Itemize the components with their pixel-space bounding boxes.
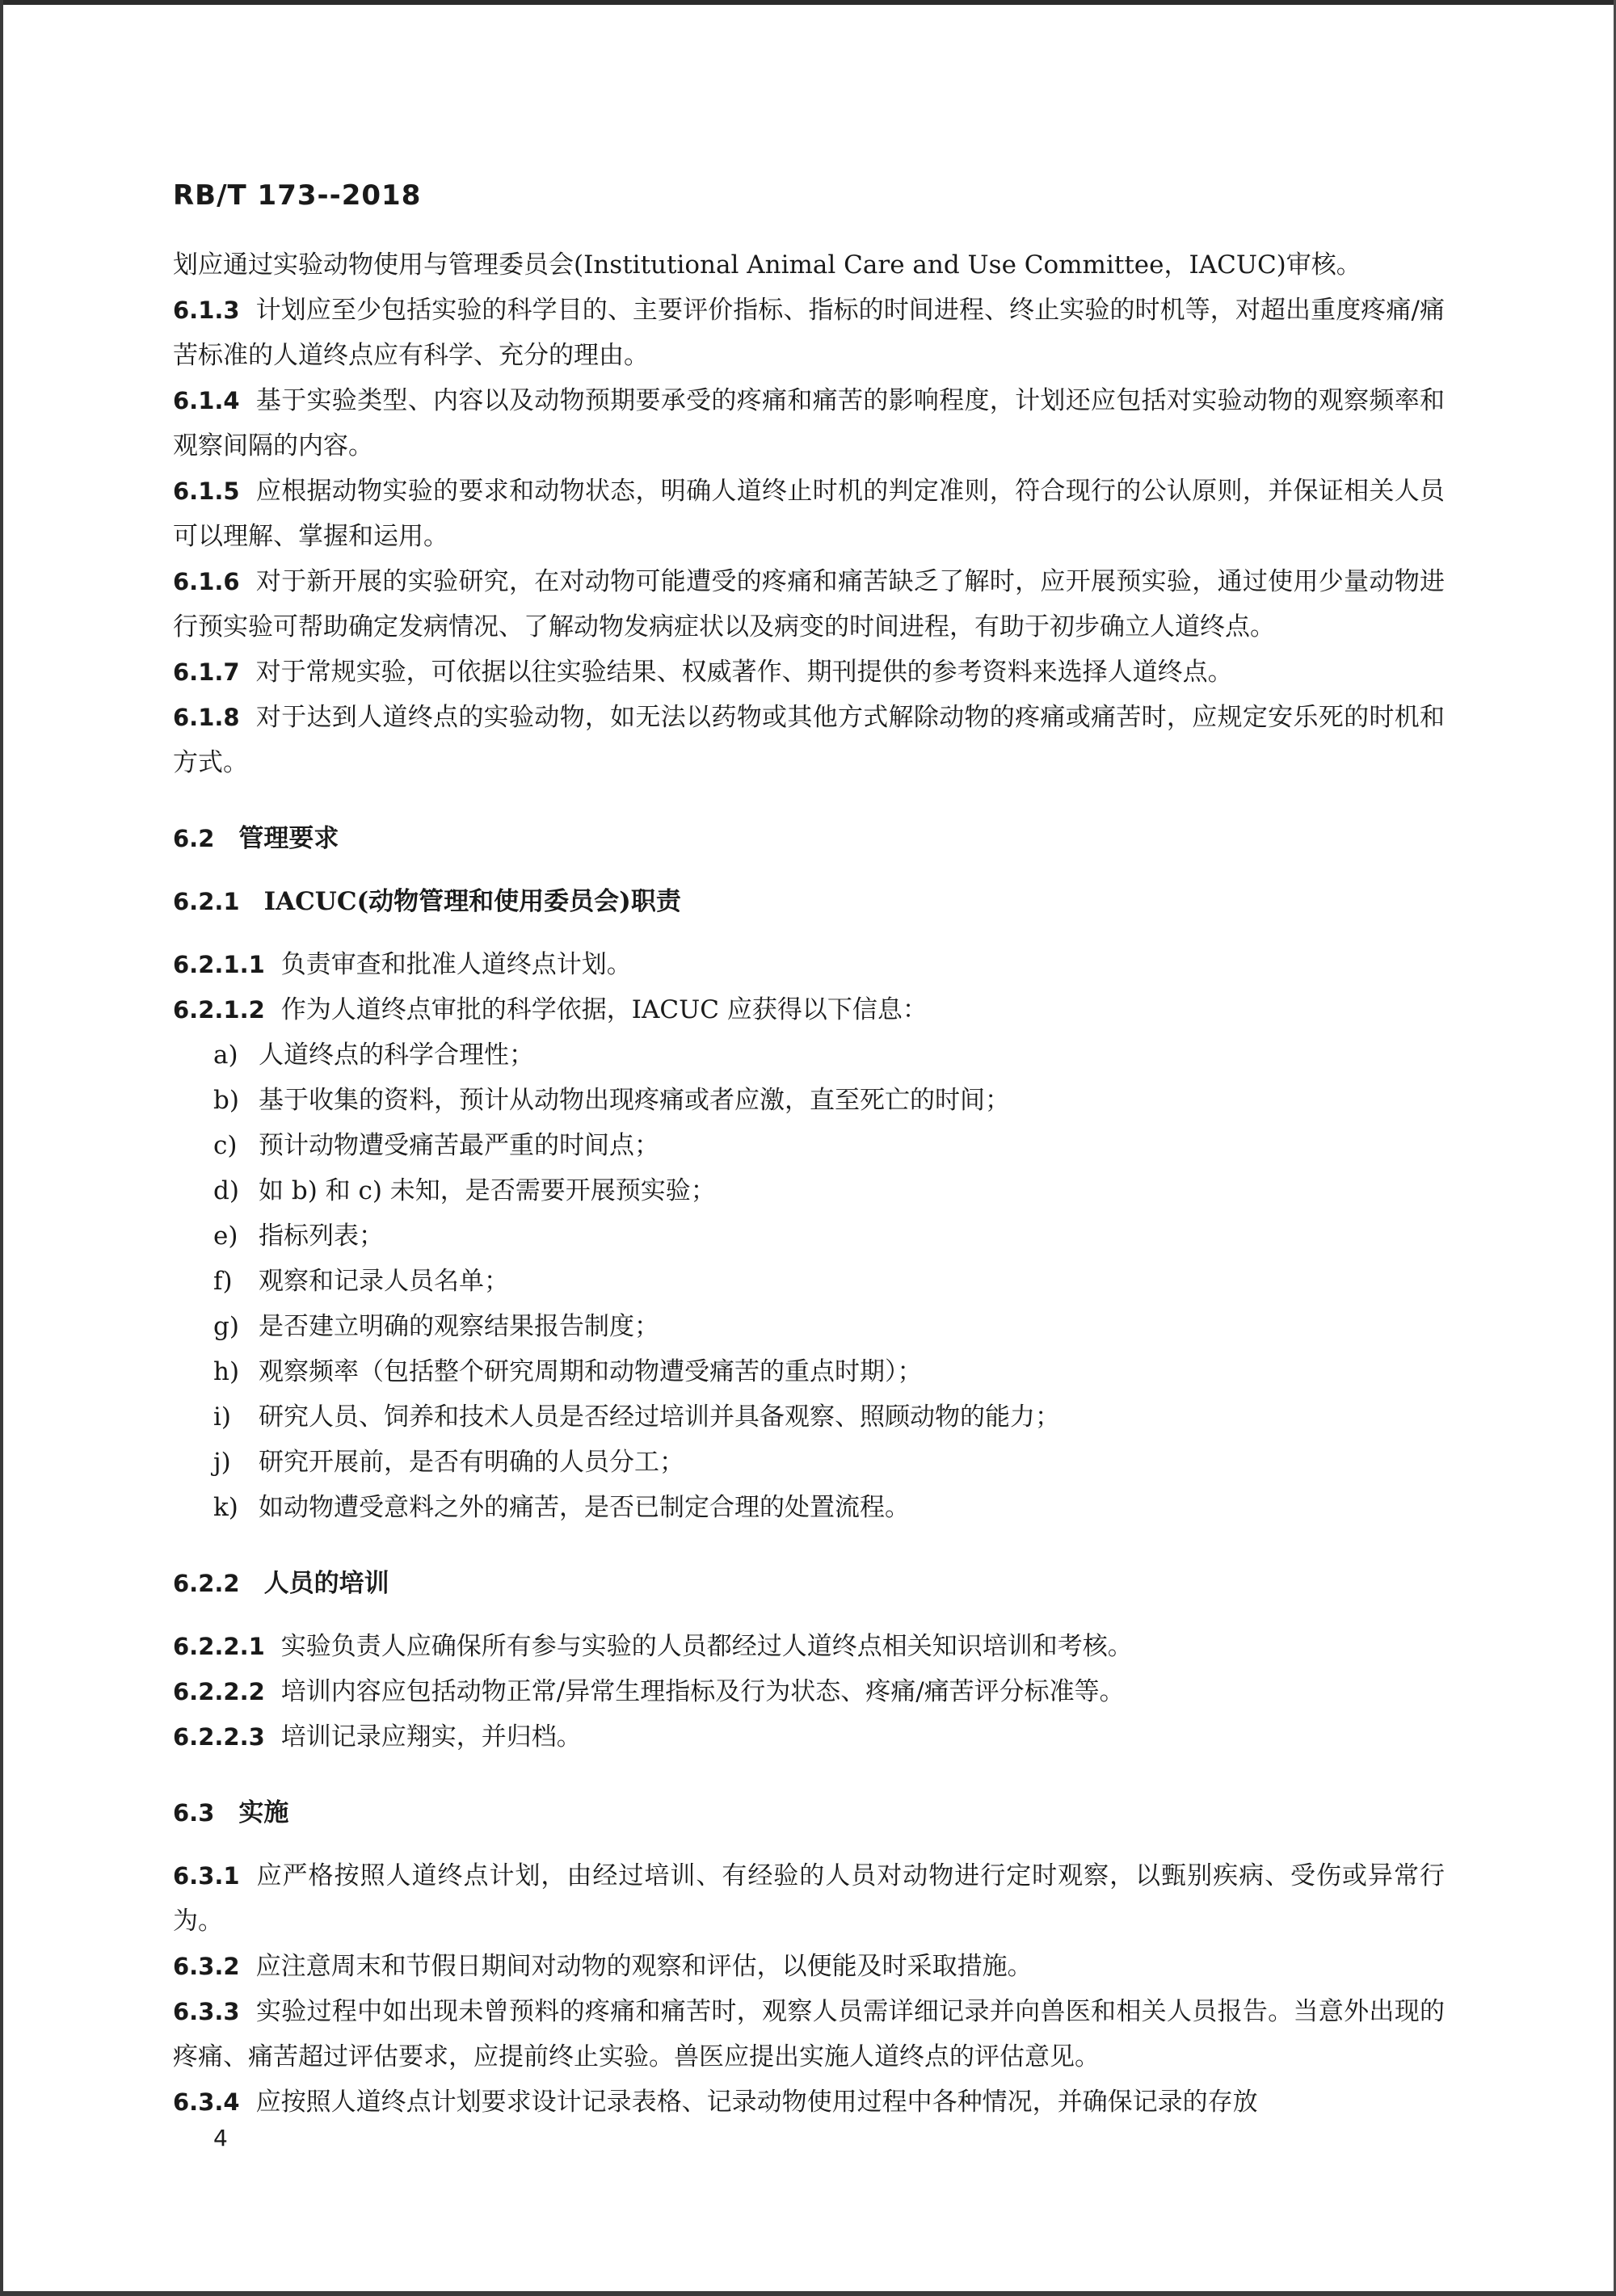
list-item (173, 1213, 1445, 1259)
list-item-text: 指标列表； (259, 1222, 384, 1251)
list-item (173, 1078, 1445, 1123)
clause-6-2-1-2 (173, 987, 1445, 1032)
clause-number: 6.1.8 (173, 704, 240, 731)
list-marker: i) (213, 1402, 232, 1432)
clause-number: 6.1.6 (173, 568, 240, 595)
clause-text: 实验负责人应确保所有参与实验的人员都经过人道终点相关知识培训和考核。 (280, 1632, 1133, 1661)
clause-number: 6.2.1.1 (173, 951, 265, 978)
list-item-text: 基于收集的资料，预计从动物出现疼痛或者应激，直至死亡的时间； (259, 1086, 1010, 1115)
list-item-text: 如动物遭受意料之外的痛苦，是否已制定合理的处置流程。 (259, 1493, 910, 1522)
clause-number: 6.3.2 (173, 1953, 240, 1980)
list-item-text: 研究人员、饲养和技术人员是否经过培训并具备观察、照顾动物的能力； (259, 1402, 1060, 1432)
list-marker: c) (213, 1131, 238, 1160)
list-item-text: 人道终点的科学合理性； (259, 1041, 534, 1070)
list-item (173, 1394, 1445, 1440)
clause-text: 应根据动物实验的要求和动物状态，明确人道终止时机的判定准则，符合现行的公认原则，并保证相关人员可以理解、掌握和运用。 (173, 477, 1445, 551)
section-number: 6.3 (173, 1799, 215, 1827)
list-item (173, 1440, 1445, 1485)
section-number: 6.2.2 (173, 1570, 240, 1597)
clause-number: 6.1.3 (173, 296, 240, 324)
section-heading-6-2 (173, 816, 1445, 861)
clause-6-2-2-3 (173, 1714, 1445, 1760)
clause-text: 作为人道终点审批的科学依据，IACUC 应获得以下信息： (280, 995, 928, 1024)
list-item-text: 观察和记录人员名单； (259, 1267, 509, 1296)
list-item (173, 1259, 1445, 1304)
list-item (173, 1168, 1445, 1213)
section-heading-6-2-1 (173, 879, 1445, 924)
section-heading-6-2-2 (173, 1561, 1445, 1606)
list-item-text: 观察频率（包括整个研究周期和动物遭受痛苦的重点时期）； (259, 1357, 923, 1386)
clause-number: 6.3.4 (173, 2088, 240, 2116)
list-marker: a) (213, 1041, 238, 1070)
clause-text: 计划应至少包括实验的科学目的、主要评价指标、指标的时间进程、终止实验的时机等，对超出重度疼痛/痛苦标准的人道终点应有科学、充分的理由。 (173, 296, 1445, 370)
list-marker: b) (213, 1086, 239, 1115)
clause-text: 培训内容应包括动物正常/异常生理指标及行为状态、疼痛/痛苦评分标准等。 (280, 1677, 1125, 1706)
clause-6-1-6 (173, 559, 1445, 650)
list-item-text: 是否建立明确的观察结果报告制度； (259, 1312, 659, 1341)
clause-6-1-4 (173, 378, 1445, 469)
clause-text: 实验过程中如出现未曾预料的疼痛和痛苦时，观察人员需详细记录并向兽医和相关人员报告。当意外出现的疼痛、痛苦超过评估要求，应提前终止实验。兽医应提出实施人道终点的评估意见。 (173, 1997, 1445, 2071)
clause-text: 对于达到人道终点的实验动物，如无法以药物或其他方式解除动物的疼痛或痛苦时，应规定安乐死的时机和方式。 (173, 703, 1445, 777)
section-number: 6.2.1 (173, 888, 240, 915)
clause-text: 培训记录应翔实，并归档。 (280, 1722, 582, 1751)
list-item-text: 预计动物遭受痛苦最严重的时间点； (259, 1131, 659, 1160)
clause-number: 6.3.3 (173, 1998, 240, 2025)
clause-6-2-1-1 (173, 942, 1445, 987)
clause-text: 应严格按照人道终点计划，由经过培训、有经验的人员对动物进行定时观察，以甄别疾病、受伤或异常行为。 (173, 1861, 1445, 1936)
list-marker: e) (213, 1222, 238, 1251)
clause-text: 应注意周末和节假日期间对动物的观察和评估，以便能及时采取措施。 (255, 1952, 1033, 1981)
clause-text: 对于新开展的实验研究，在对动物可能遭受的疼痛和痛苦缺乏了解时，应开展预实验，通过使用少量动物进行预实验可帮助确定发病情况、了解动物发病症状以及病变的时间进程，有助于初步确立人道终点。 (173, 567, 1445, 641)
clause-6-1-8 (173, 695, 1445, 785)
iacuc-info-list (173, 1032, 1445, 1530)
section-title: 人员的培训 (263, 1569, 389, 1598)
section-number: 6.2 (173, 825, 215, 852)
continuation-paragraph: 划应通过实验动物使用与管理委员会(Institutional Animal Care and Use Committee，IACUC)审核。 (173, 250, 1361, 280)
section-heading-6-3 (173, 1790, 1445, 1836)
list-item (173, 1349, 1445, 1394)
standard-code-header: RB/T 173--2018 (173, 179, 422, 212)
list-item-text: 研究开展前，是否有明确的人员分工； (259, 1448, 684, 1477)
section-title: IACUC(动物管理和使用委员会)职责 (263, 887, 681, 916)
clause-6-3-1 (173, 1853, 1445, 1944)
list-item (173, 1304, 1445, 1349)
list-item-text: 如 b) 和 c) 未知，是否需要开展预实验； (259, 1176, 716, 1205)
clause-number: 6.3.1 (173, 1862, 240, 1890)
document-body (173, 242, 1445, 2125)
clause-number: 6.2.2.3 (173, 1723, 265, 1751)
clause-text: 对于常规实验，可依据以往实验结果、权威著作、期刊提供的参考资料来选择人道终点。 (255, 658, 1233, 687)
list-item (173, 1032, 1445, 1078)
clause-6-2-2-1 (173, 1624, 1445, 1669)
section-title: 实施 (238, 1798, 289, 1827)
clause-6-2-2-2 (173, 1669, 1445, 1714)
clause-number: 6.1.4 (173, 387, 240, 414)
clause-6-1-3 (173, 288, 1445, 378)
clause-6-3-3 (173, 1989, 1445, 2079)
clause-number: 6.2.2.2 (173, 1678, 265, 1705)
list-item (173, 1485, 1445, 1530)
clause-number: 6.2.2.1 (173, 1633, 265, 1660)
list-marker: h) (213, 1357, 240, 1386)
list-item (173, 1123, 1445, 1168)
clause-6-1-7 (173, 650, 1445, 695)
page-number: 4 (213, 2125, 228, 2151)
list-marker: k) (213, 1493, 238, 1522)
list-marker: f) (213, 1267, 233, 1296)
section-title: 管理要求 (238, 824, 339, 853)
clause-text: 应按照人道终点计划要求设计记录表格、记录动物使用过程中各种情况，并确保记录的存放 (255, 2088, 1258, 2117)
list-marker: d) (213, 1176, 239, 1205)
list-marker: g) (213, 1312, 239, 1341)
clause-6-1-5 (173, 469, 1445, 559)
clause-number: 6.1.7 (173, 658, 240, 686)
clause-number: 6.1.5 (173, 477, 240, 505)
list-marker: j) (213, 1448, 231, 1477)
clause-text: 负责审查和批准人道终点计划。 (280, 950, 632, 979)
clause-text: 基于实验类型、内容以及动物预期要承受的疼痛和痛苦的影响程度，计划还应包括对实验动物的观察频率和观察间隔的内容。 (173, 386, 1445, 460)
clause-number: 6.2.1.2 (173, 996, 265, 1024)
clause-6-3-2 (173, 1944, 1445, 1989)
clause-6-3-4 (173, 2079, 1445, 2125)
